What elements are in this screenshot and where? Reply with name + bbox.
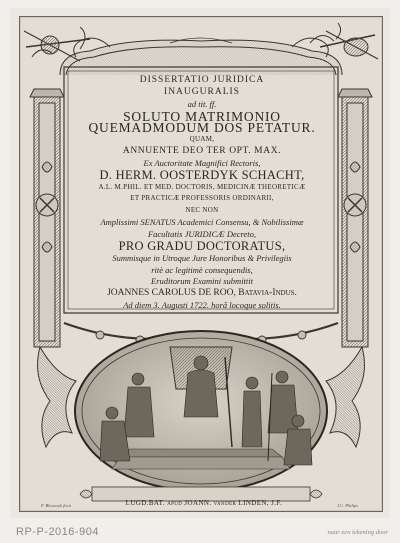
title-line: Ad diem 3. Augusti 1722. horâ locoque solitis. (123, 300, 281, 311)
right-pilaster (338, 89, 372, 347)
title-line: DISSERTATIO JURIDICA (139, 75, 265, 85)
title-line: Amplissimi SENATUS Academici Consensu, & Nobilissimæ (100, 217, 304, 228)
title-text-block (71, 75, 333, 312)
title-line: PRO GRADU DOCTORATUS, (118, 238, 286, 253)
handwritten-note: naar een tekening door (327, 529, 388, 536)
title-line: ET PRACTICÆ PROFESSORIS ORDINARII, (130, 194, 274, 203)
oval-vignette-scene (75, 331, 327, 491)
title-line: Summisque in Utroque Jure Honoribus & Privilegiis (112, 252, 292, 263)
designer-signature: J.C. Philips (336, 503, 358, 508)
engraved-plate (19, 16, 383, 512)
title-line: D. HERM. OOSTERDYK SCHACHT, (99, 167, 305, 182)
title-line: Facultatis JURIDICÆ Decreto, (147, 228, 257, 239)
title-line: ANNUENTE DEO TER OPT. MAX. (122, 146, 282, 157)
inventory-number: RP-P-2016-904 (16, 526, 99, 538)
title-line: ad tit. ff. (187, 98, 217, 109)
title-line: QUEMADMODUM DOS PETATUR. (88, 120, 316, 136)
print-sheet (10, 8, 390, 518)
title-line: Eruditorum Examini submittit (151, 276, 253, 287)
left-pilaster (30, 89, 64, 347)
title-line: Ex Auctoritate Magnifici Rectoris, (143, 157, 261, 168)
title-line: ritè ac legitimè consequendis, (151, 264, 253, 275)
title-line: NEC NON (185, 206, 219, 215)
title-line: SOLUTO MATRIMONIO (123, 108, 281, 124)
title-line: JOANNES CAROLUS DE ROO, Batavia-Indus. (107, 288, 297, 299)
publisher-imprint: LUGD.BAT. apud JOANN. vander LINDEN, J.F. (125, 499, 283, 507)
title-line: A.L. M.PHIL. ET MED. DOCTORIS, MEDICINÆ THEORETICÆ (98, 182, 306, 191)
engraver-signature: F. Bleyswyk fecit (41, 503, 72, 508)
top-arch-ornament (60, 38, 342, 75)
title-line: QUAM, (189, 135, 215, 144)
title-line: INAUGURALIS (164, 86, 240, 97)
